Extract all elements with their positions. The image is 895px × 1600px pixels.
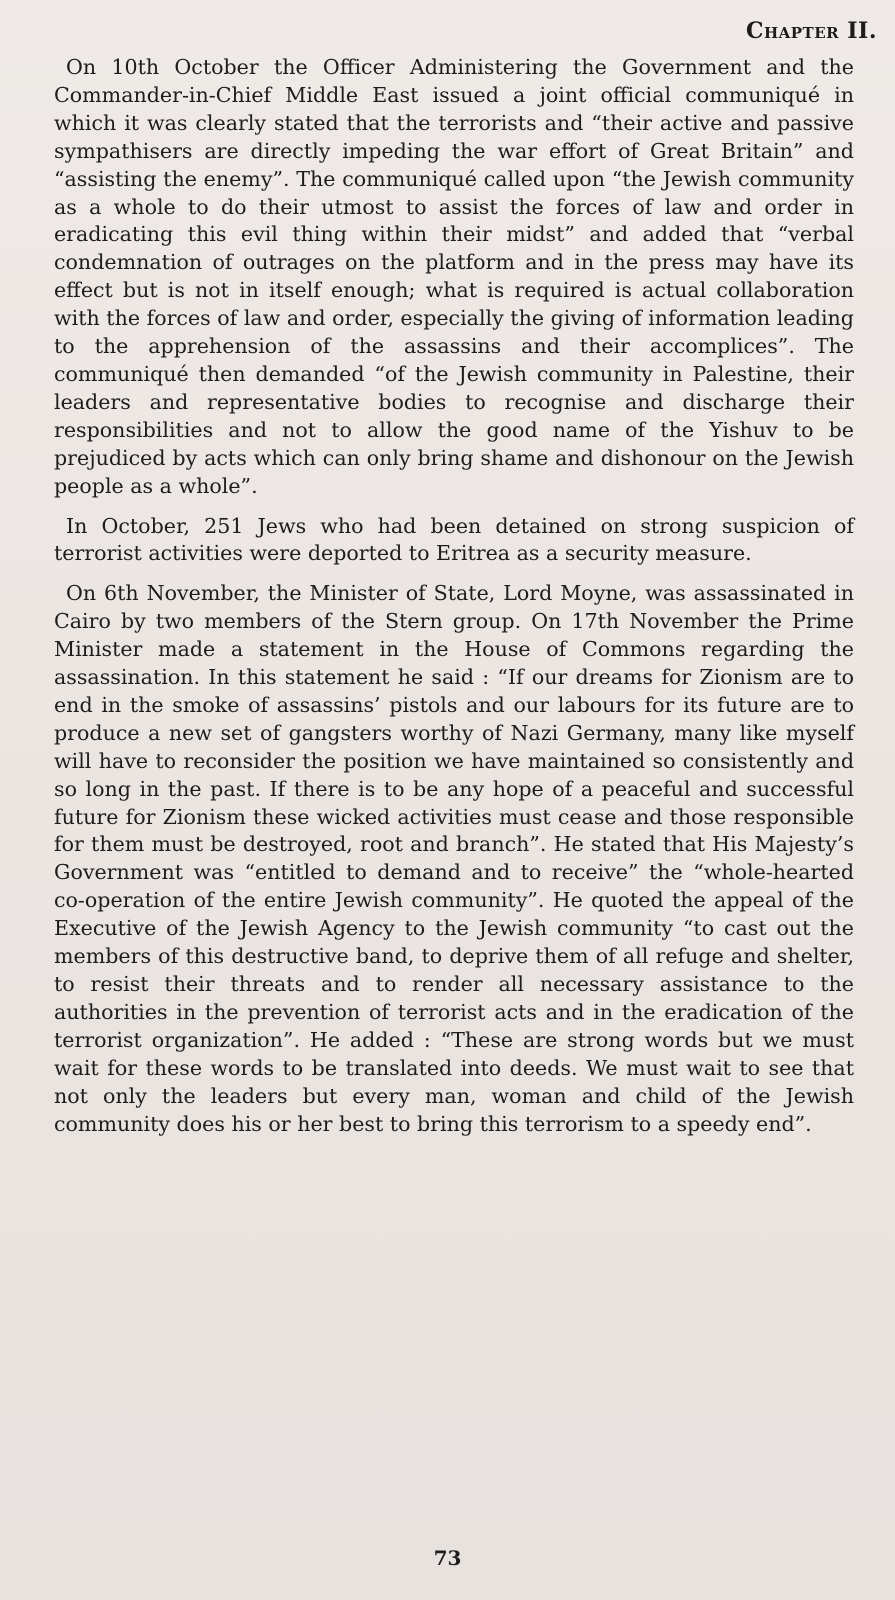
paragraph-communique: On 10th October the Officer Administering the Government and the Commander-in-Chief Middle East issued a joint official communiqué in which it was clearly stated that the terrorists and “their active and passive sympathisers are directly impeding the war effort of Great Britain” and “assisting the enemy”. The communiqué called upon “the Jewish community as a whole to do their utmost to assist the forces of law and order in eradicating this evil thing within their midst” and added that “verbal condemnation of outrages on the platform and in the press may have its effect but is not in itself enough; what is required is actual collaboration with the forces of law and order, especially the giving of information leading to the apprehension of the assassins and their accomplices”. The communiqué then demanded “of the Jewish community in Palestine, their leaders and representative bodies to recognise and discharge their responsibilities and not to allow the good name of the Yishuv to be prejudiced by acts which can only bring shame and dishonour on the Jewish people as a whole”. [54, 55, 854, 498]
paragraph-assassination: On 6th November, the Minister of State, Lord Moyne, was assassinated in Cairo by two members of the Stern group. On 17th November the Prime Minister made a statement in the House of Commons regarding the assassination. In this statement he said : “If our dreams for Zionism are to end in the smoke of assassins’ pistols and our labours for its future are to produce a new set of gangsters worthy of Nazi Germany, many like myself will have to reconsider the position we have maintained so consistently and so long in the past. If there is to be any hope of a peaceful and successful future for Zionism these wicked activities must cease and those responsible for them must be destroyed, root and branch”. He stated that His Majesty’s Government was “entitled to demand and to receive” the “whole-hearted co-operation of the entire Jewish community”. He quoted the appeal of the Executive of the Jewish Agency to the Jewish community “to cast out the members of this destructive band, to deprive them of all refuge and shelter, to resist their threats and to render all necessary assistance to the authorities in the prevention of terrorist acts and in the eradication of the terrorist organization”. He added : “These are strong words but we must wait for these words to be translated into deeds. We must wait to see that not only the leaders but every man, woman and child of the Jewish community does his or her best to bring this terrorism to a speedy end”. [54, 581, 854, 1136]
page-number: 73 [433, 1546, 462, 1570]
body-text [54, 54, 854, 1150]
paragraph-deportation: In October, 251 Jews who had been detained on strong suspicion of terrorist activities were deported to Eritrea as a security measure. [54, 513, 854, 566]
chapter-heading: Chapter II. [745, 18, 877, 44]
